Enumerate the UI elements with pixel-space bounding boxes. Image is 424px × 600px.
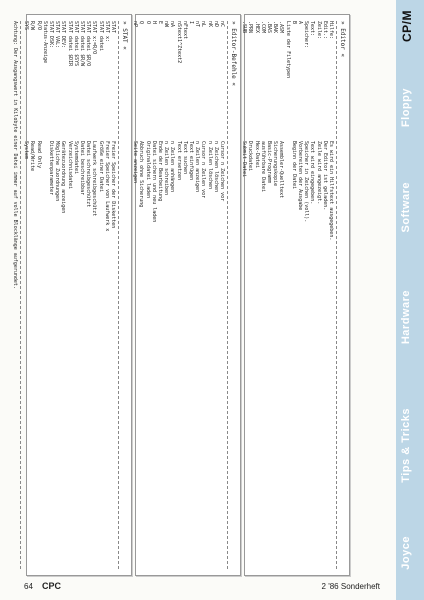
command-key: B [290, 21, 297, 25]
editor-command-list [241, 21, 334, 569]
command-row [328, 21, 334, 569]
command-row [284, 21, 290, 569]
command-description: Gerätezuordnung anzeigen [60, 141, 67, 214]
command-row [315, 21, 321, 569]
editor-panel [241, 14, 350, 576]
command-row [260, 21, 266, 569]
command-row [104, 21, 110, 569]
command-row [206, 21, 212, 569]
page-number: 64 [24, 582, 33, 591]
command-row [291, 21, 297, 569]
command-row [169, 21, 175, 569]
command-row [194, 21, 200, 569]
magazine-brand: CPC [42, 581, 62, 591]
command-key: STAT DEV: [60, 21, 67, 49]
command-key: STAT x: [103, 21, 110, 43]
editor-commands-panel-content [132, 15, 240, 575]
command-description: Datei beschreibbar [78, 141, 85, 196]
command-key: STAT DSK: [47, 21, 54, 49]
command-row [322, 21, 328, 569]
command-row [309, 21, 315, 569]
command-key: Text: [309, 21, 316, 37]
command-row [272, 21, 278, 569]
command-description: Laufwerk schreibgeschützt [91, 141, 98, 217]
category-tips-tricks[interactable]: Tips & Tricks [400, 408, 412, 483]
command-key: E [156, 21, 163, 25]
command-key: R/W [29, 21, 36, 31]
command-description: Text suchen [181, 141, 188, 175]
command-row [182, 21, 188, 569]
command-description: n Zeichen löschen [212, 141, 219, 193]
stat-panel-content [11, 15, 131, 575]
command-description: Sicherungskopie [272, 141, 279, 187]
divider [336, 21, 337, 569]
command-key: nK [206, 21, 213, 28]
command-key: STAT datei $R/W [78, 21, 85, 67]
command-key: .SUB [241, 21, 248, 34]
command-description: Beginn der Datei [290, 141, 297, 190]
section-sidebar [396, 0, 424, 600]
command-key: .COM [259, 21, 266, 34]
command-row [29, 21, 35, 569]
category-joyce[interactable]: Joyce [400, 536, 412, 570]
command-description: n Zeilen schreiben [163, 141, 170, 196]
command-row [303, 21, 309, 569]
command-description: System [23, 141, 30, 160]
divider [20, 21, 21, 569]
command-row [132, 21, 138, 569]
command-description [42, 141, 48, 569]
command-key: STAT VAL: [54, 21, 61, 49]
command-description: Originaldatei laden [144, 141, 151, 199]
command-row [60, 21, 66, 569]
command-description: Submit-Datei [241, 141, 248, 178]
command-row [23, 21, 29, 569]
command-key: STAT datei $SYS [72, 21, 79, 67]
command-row [35, 21, 41, 569]
command-description: Cursor n Zeilen vor [200, 141, 207, 199]
command-description: Vorbereiten der Ausgabe [296, 141, 303, 211]
command-row [48, 21, 54, 569]
editor-panel-content [241, 15, 349, 575]
command-description: Assembler-Quelltext [278, 141, 285, 199]
command-description: Freier Speicher von Laufwerk x [103, 141, 110, 232]
command-key: R/O [35, 21, 42, 31]
command-description: Text ersetzen [175, 141, 182, 181]
command-row [138, 21, 144, 569]
command-row [253, 21, 259, 569]
command-description: Read Only [35, 141, 42, 169]
command-row [110, 21, 116, 569]
command-key: nA [169, 21, 176, 28]
command-description: n Zeilen löschen [206, 141, 213, 190]
stat-command-list [23, 21, 116, 569]
command-row [144, 21, 150, 569]
command-description [284, 141, 290, 569]
command-key: .ASM [278, 21, 285, 34]
command-description: Datei schreibgeschützt [85, 141, 92, 208]
command-row [175, 21, 181, 569]
command-key: nD [212, 21, 219, 28]
command-key: STAT datei [97, 21, 104, 52]
command-description: Freier Speicher der Disketten [110, 141, 116, 229]
command-description: Es wird ein Hilfstext ausgegeben. [328, 141, 334, 241]
command-description: ausführbare Datei [259, 141, 266, 193]
command-description: Text einfügen [187, 141, 194, 181]
divider [227, 21, 228, 569]
command-description: n Zeilen anhängen [169, 141, 176, 193]
command-key: nP [132, 21, 139, 28]
command-description: Text wird eingegeben. [309, 141, 316, 205]
command-key: STAT x:=R/O [91, 21, 98, 55]
command-row [213, 21, 219, 569]
command-description: Systemdatei [72, 141, 79, 175]
command-key: .PRN [247, 21, 254, 34]
command-key: .BAS [265, 21, 272, 34]
editor-commands-list [132, 21, 225, 569]
command-key: A [296, 21, 303, 25]
command-key: nFtext [181, 21, 188, 40]
command-key: H [150, 21, 157, 25]
command-row [241, 21, 247, 569]
issue-label: 2 '86 Sonderheft [321, 582, 380, 591]
command-row [42, 21, 48, 569]
command-key: STAT [110, 21, 116, 34]
command-key: O [144, 21, 151, 25]
command-description: Read/Write [29, 141, 36, 172]
command-row [79, 21, 85, 569]
command-key: nStext1^Ztext2 [175, 21, 182, 64]
command-row [219, 21, 225, 569]
command-key: STAT datei $R/O [85, 21, 92, 67]
command-description: Verzeichnisdatei [66, 141, 73, 190]
command-row [54, 21, 60, 569]
command-key: .HEX [253, 21, 260, 34]
page-footer [24, 580, 396, 594]
command-row [297, 21, 303, 569]
command-description: Speicher in Zeichen (voll). [303, 141, 310, 223]
stat-panel [11, 14, 132, 576]
command-key: Speicher: [303, 21, 310, 49]
command-description: Seite anzeigen [132, 141, 139, 184]
category-software[interactable]: Software [400, 182, 412, 233]
command-key: Zeile: [315, 21, 322, 40]
command-row [200, 21, 206, 569]
command-description: Der Editor ist geladen. [321, 141, 328, 211]
command-description: Abbruch ohne Sicherung [138, 141, 145, 208]
stat-panel-title: » STAT « [121, 21, 128, 50]
command-row [91, 21, 97, 569]
command-description: Hex-Datei [253, 141, 260, 169]
command-description: Diskettenparameter [47, 141, 54, 196]
command-key: nT [194, 21, 201, 28]
command-row [66, 21, 72, 569]
command-description: Cursor n Zeichen vor [219, 141, 225, 202]
command-row [188, 21, 194, 569]
command-key: I [187, 21, 194, 25]
command-description: Zeile wird angezeigt. [315, 141, 322, 205]
command-row [97, 21, 103, 569]
editor-commands-panel-title: » Editor-Befehle « [230, 21, 237, 87]
category-cpm[interactable]: CP/M [400, 10, 414, 42]
command-row [85, 21, 91, 569]
divider [118, 21, 119, 569]
category-hardware[interactable]: Hardware [400, 290, 412, 345]
category-floppy[interactable]: Floppy [400, 88, 412, 128]
command-description: Mögliche Zuordnungen [54, 141, 61, 202]
command-key: Liste der Filetypen [284, 21, 291, 79]
editor-panel-title: » Editor « [339, 21, 346, 58]
command-description: Druckdatei [247, 141, 254, 172]
command-description: Ende der Bearbeitung [156, 141, 163, 202]
command-description: Basic-Programm [265, 141, 272, 184]
command-row [73, 21, 79, 569]
command-key: STAT datei $DIR [66, 21, 73, 67]
command-key: Edit.: [321, 21, 328, 40]
command-key: .BAK [272, 21, 279, 34]
stat-note: Achtung: Der Ausgangswert in Kilobyte einer Datei immer auf volle Blocklänge aufgerundet. [11, 21, 18, 289]
command-key: nW [163, 21, 170, 28]
command-description: Größe einer Datei [97, 141, 104, 193]
command-key: nL [200, 21, 207, 28]
command-row [163, 21, 169, 569]
command-key: nC [219, 21, 225, 28]
command-row [278, 21, 284, 569]
command-row [247, 21, 253, 569]
command-description: Datei sichern und neu laden [150, 141, 157, 223]
command-description: n Zeilen anzeigen [194, 141, 201, 193]
command-row [266, 21, 272, 569]
editor-commands-panel [132, 14, 241, 576]
command-key: Q [138, 21, 145, 25]
command-row [157, 21, 163, 569]
command-row [151, 21, 157, 569]
command-key: SYS [23, 21, 30, 31]
command-key: Status-Anzeige [41, 21, 48, 64]
command-key: Hilfe: [328, 21, 334, 40]
